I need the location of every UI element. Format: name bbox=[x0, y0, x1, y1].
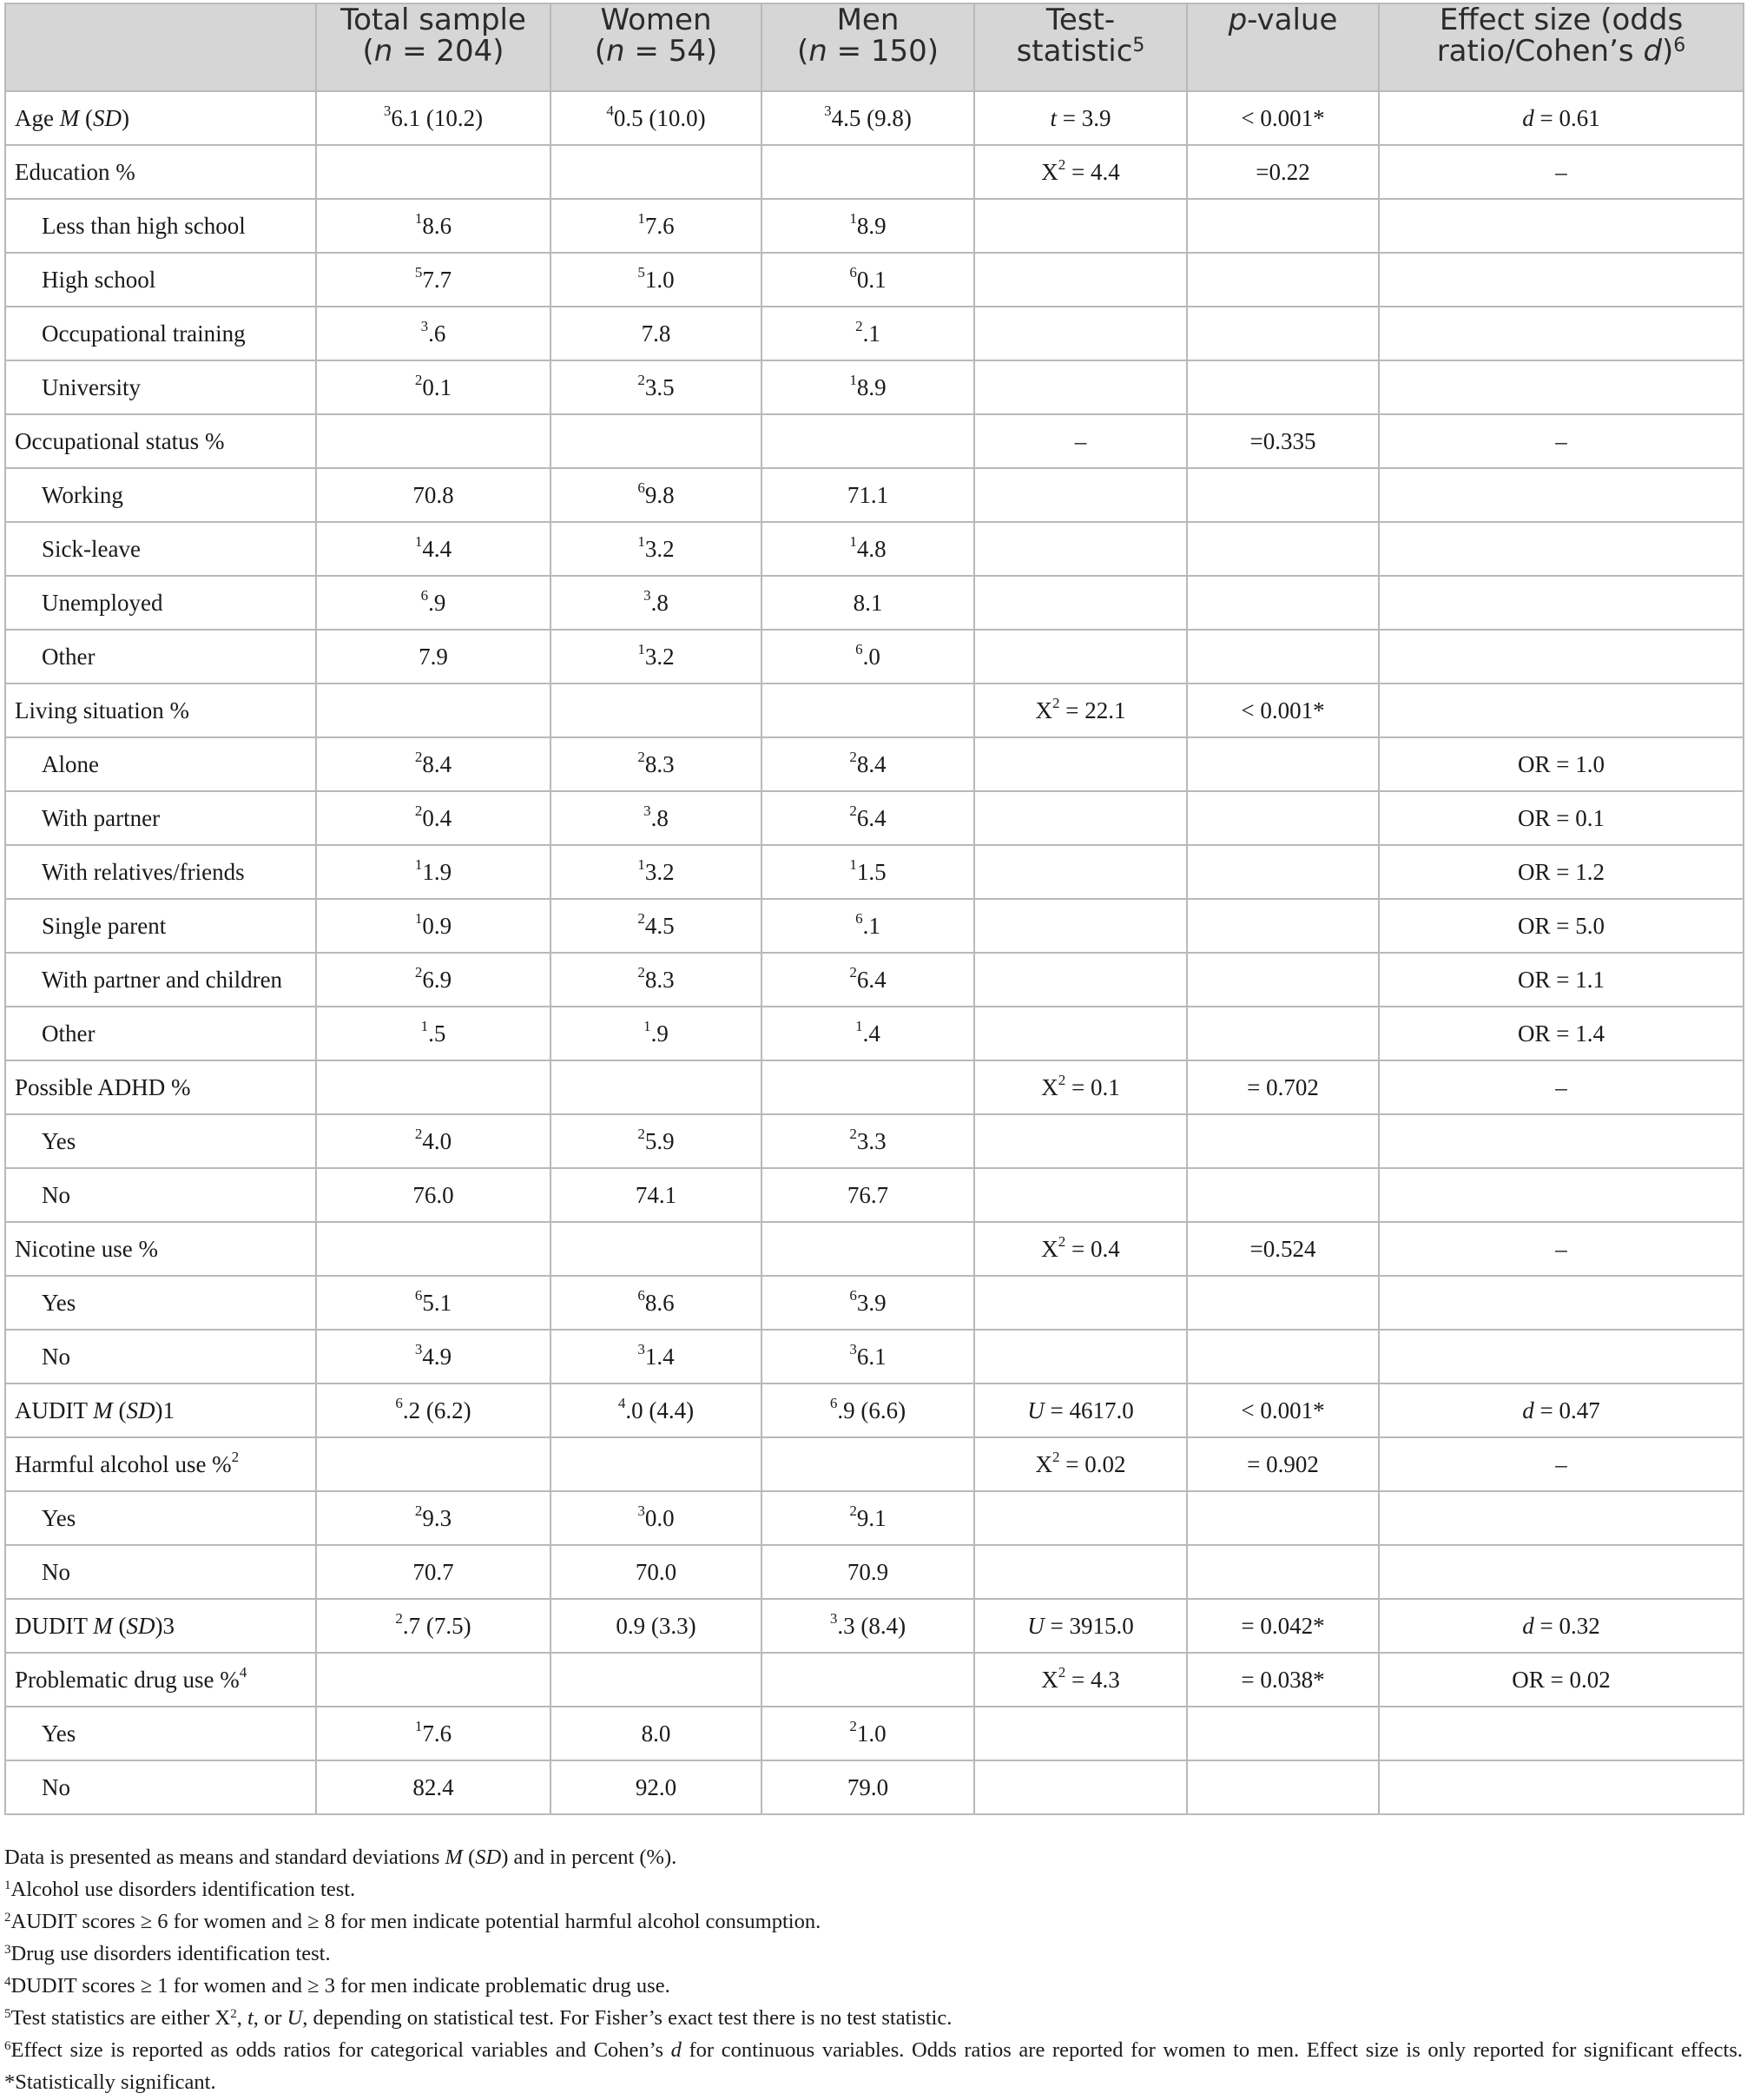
table-row bbox=[5, 1383, 1744, 1437]
cell-total bbox=[316, 1653, 550, 1707]
cell-p: =0.524 bbox=[1187, 1222, 1379, 1276]
cell-total: $^1$.5 bbox=[316, 1007, 550, 1060]
cell-men: $^3$4.5 (9.8) bbox=[761, 91, 974, 145]
cell-women bbox=[550, 414, 761, 468]
table-row bbox=[5, 683, 1744, 737]
cell-test bbox=[974, 253, 1187, 307]
cell-test bbox=[974, 1760, 1187, 1814]
cell-p bbox=[1187, 845, 1379, 899]
cell-p bbox=[1187, 199, 1379, 253]
cell-effect: OR = 0.02 bbox=[1379, 1653, 1744, 1707]
cell-men: $^2$3.3 bbox=[761, 1114, 974, 1168]
cell-total: 82.4 bbox=[316, 1760, 550, 1814]
cell-men: $^2$.1 bbox=[761, 307, 974, 360]
cell-women: $^2$8.3 bbox=[550, 953, 761, 1007]
cell-p bbox=[1187, 1330, 1379, 1383]
cell-p bbox=[1187, 522, 1379, 576]
cell-test: U = 3915.0 bbox=[974, 1599, 1187, 1653]
table-row bbox=[5, 468, 1744, 522]
row-label: DUDIT M (SD)3 bbox=[5, 1599, 316, 1653]
cell-total: $^1$0.9 bbox=[316, 899, 550, 953]
cell-total bbox=[316, 1060, 550, 1114]
cell-total: $^3$4.9 bbox=[316, 1330, 550, 1383]
cell-test bbox=[974, 845, 1187, 899]
row-label: Occupational training bbox=[5, 307, 316, 360]
footnote: $^3$Drug use disorders identification test. bbox=[4, 1942, 331, 1965]
cell-men: $^3$6.1 bbox=[761, 1330, 974, 1383]
table-row bbox=[5, 1276, 1744, 1330]
table-row bbox=[5, 1007, 1744, 1060]
cell-test bbox=[974, 791, 1187, 845]
cell-total: $^2$4.0 bbox=[316, 1114, 550, 1168]
cell-p: = 0.038* bbox=[1187, 1653, 1379, 1707]
cell-effect bbox=[1379, 1276, 1744, 1330]
table-row bbox=[5, 1599, 1744, 1653]
row-label: Occupational status % bbox=[5, 414, 316, 468]
cell-test bbox=[974, 1491, 1187, 1545]
header-test-statistic bbox=[974, 3, 1187, 91]
row-label: Nicotine use % bbox=[5, 1222, 316, 1276]
cell-p: = 0.042* bbox=[1187, 1599, 1379, 1653]
row-label: Yes bbox=[5, 1276, 316, 1330]
cell-effect bbox=[1379, 683, 1744, 737]
cell-total: $^2$0.1 bbox=[316, 360, 550, 414]
cell-total: $^5$7.7 bbox=[316, 253, 550, 307]
cell-effect bbox=[1379, 307, 1744, 360]
cell-women: 7.8 bbox=[550, 307, 761, 360]
table-row bbox=[5, 1330, 1744, 1383]
cell-men bbox=[761, 1653, 974, 1707]
cell-p bbox=[1187, 899, 1379, 953]
cell-test: $X^2 = 4.4$ bbox=[974, 145, 1187, 199]
cell-effect: OR = 1.4 bbox=[1379, 1007, 1744, 1060]
row-label: Yes bbox=[5, 1114, 316, 1168]
cell-p bbox=[1187, 253, 1379, 307]
cell-men: $^3$.3 (8.4) bbox=[761, 1599, 974, 1653]
table-row bbox=[5, 1437, 1744, 1491]
cell-p bbox=[1187, 1007, 1379, 1060]
table-row bbox=[5, 953, 1744, 1007]
row-label: No bbox=[5, 1330, 316, 1383]
cell-men: $^1$1.5 bbox=[761, 845, 974, 899]
cell-total bbox=[316, 683, 550, 737]
row-label: Age M (SD) bbox=[5, 91, 316, 145]
cell-test bbox=[974, 953, 1187, 1007]
cell-men: $^6$.0 bbox=[761, 630, 974, 683]
cell-test bbox=[974, 360, 1187, 414]
cell-test: U = 4617.0 bbox=[974, 1383, 1187, 1437]
table-row bbox=[5, 630, 1744, 683]
cell-total: $^2$8.4 bbox=[316, 737, 550, 791]
table-row bbox=[5, 1491, 1744, 1545]
cell-women: $^2$5.9 bbox=[550, 1114, 761, 1168]
cell-p bbox=[1187, 1760, 1379, 1814]
header-women-n: (n = 54) bbox=[594, 34, 718, 69]
table-row bbox=[5, 414, 1744, 468]
table-row bbox=[5, 1545, 1744, 1599]
cell-test bbox=[974, 1114, 1187, 1168]
cell-test: – bbox=[974, 414, 1187, 468]
cell-total: $^1$4.4 bbox=[316, 522, 550, 576]
cell-effect bbox=[1379, 1168, 1744, 1222]
cell-total: $^2$0.4 bbox=[316, 791, 550, 845]
cell-women bbox=[550, 145, 761, 199]
cell-test bbox=[974, 576, 1187, 630]
cell-total: $^1$1.9 bbox=[316, 845, 550, 899]
footnote: $^5$Test statistics are either $X^2$, t, or U, depending on statistical test. For Fisher’s exact test there is no test statistic. bbox=[4, 2006, 953, 2030]
table-row bbox=[5, 845, 1744, 899]
row-label: Alone bbox=[5, 737, 316, 791]
cell-women: $^4$.0 (4.4) bbox=[550, 1383, 761, 1437]
cell-total: $^2$9.3 bbox=[316, 1491, 550, 1545]
cell-effect: – bbox=[1379, 1437, 1744, 1491]
cell-p bbox=[1187, 1491, 1379, 1545]
cell-women: $^3$.8 bbox=[550, 791, 761, 845]
cell-men: $^6$.1 bbox=[761, 899, 974, 953]
table-row bbox=[5, 1707, 1744, 1760]
cell-test bbox=[974, 307, 1187, 360]
row-label: High school bbox=[5, 253, 316, 307]
row-label: Living situation % bbox=[5, 683, 316, 737]
cell-women: $^3$.8 bbox=[550, 576, 761, 630]
cell-effect: – bbox=[1379, 1060, 1744, 1114]
cell-men: $^2$8.4 bbox=[761, 737, 974, 791]
cell-women: $^2$8.3 bbox=[550, 737, 761, 791]
cell-total: $^3$6.1 (10.2) bbox=[316, 91, 550, 145]
row-label: With partner and children bbox=[5, 953, 316, 1007]
header-effect-title: Effect size (odds bbox=[1439, 3, 1684, 37]
cell-total: $^2$.7 (7.5) bbox=[316, 1599, 550, 1653]
header-total-title: Total sample bbox=[340, 3, 526, 37]
row-label: No bbox=[5, 1168, 316, 1222]
cell-p bbox=[1187, 791, 1379, 845]
cell-women: $^6$8.6 bbox=[550, 1276, 761, 1330]
header-p-value bbox=[1187, 3, 1379, 91]
cell-men: 70.9 bbox=[761, 1545, 974, 1599]
cell-total: 76.0 bbox=[316, 1168, 550, 1222]
table-row bbox=[5, 253, 1744, 307]
cell-p bbox=[1187, 1707, 1379, 1760]
row-label: Working bbox=[5, 468, 316, 522]
cell-women bbox=[550, 1060, 761, 1114]
table-row bbox=[5, 91, 1744, 145]
cell-test: $X^2 = 0.1$ bbox=[974, 1060, 1187, 1114]
cell-women: 0.9 (3.3) bbox=[550, 1599, 761, 1653]
cell-men: $^1$8.9 bbox=[761, 360, 974, 414]
cell-women: 74.1 bbox=[550, 1168, 761, 1222]
footnote: $^6$Effect size is reported as odds ratios for categorical variables and Cohen’s d for continuous variables. Odds ratios are reported for women to men. Effect size is only reported for significant effects. *Statistically significant. bbox=[4, 2038, 1743, 2094]
row-label: Yes bbox=[5, 1707, 316, 1760]
footnote: $^4$DUDIT scores ≥ 1 for women and ≥ 3 for men indicate problematic drug use. bbox=[4, 1974, 670, 1998]
header-test-footnote: 5 bbox=[1132, 35, 1145, 56]
cell-women bbox=[550, 683, 761, 737]
cell-men: 8.1 bbox=[761, 576, 974, 630]
cell-men: $^1$4.8 bbox=[761, 522, 974, 576]
cell-p: < 0.001* bbox=[1187, 683, 1379, 737]
header-p-title: p-value bbox=[1228, 3, 1338, 37]
cell-women: $^3$1.4 bbox=[550, 1330, 761, 1383]
row-label: Other bbox=[5, 630, 316, 683]
cell-p bbox=[1187, 1168, 1379, 1222]
cell-women: $^5$1.0 bbox=[550, 253, 761, 307]
row-label: University bbox=[5, 360, 316, 414]
cell-effect bbox=[1379, 199, 1744, 253]
cell-effect: OR = 5.0 bbox=[1379, 899, 1744, 953]
table-row bbox=[5, 1760, 1744, 1814]
cell-effect: d = 0.47 bbox=[1379, 1383, 1744, 1437]
cell-total: 7.9 bbox=[316, 630, 550, 683]
cell-p: = 0.702 bbox=[1187, 1060, 1379, 1114]
cell-men: $^2$6.4 bbox=[761, 953, 974, 1007]
header-effect-footnote: 6 bbox=[1673, 35, 1686, 56]
cell-p bbox=[1187, 737, 1379, 791]
cell-effect bbox=[1379, 1545, 1744, 1599]
cell-effect: d = 0.61 bbox=[1379, 91, 1744, 145]
cell-p: =0.22 bbox=[1187, 145, 1379, 199]
row-label: No bbox=[5, 1545, 316, 1599]
table-footnotes bbox=[4, 1841, 1743, 2098]
row-label: Harmful alcohol use %$^2$ bbox=[5, 1437, 316, 1491]
demographics-table bbox=[4, 3, 1744, 1815]
header-total bbox=[316, 3, 550, 91]
cell-effect bbox=[1379, 360, 1744, 414]
header-total-n: (n = 204) bbox=[362, 34, 504, 69]
cell-test: $X^2 = 0.4$ bbox=[974, 1222, 1187, 1276]
cell-men bbox=[761, 145, 974, 199]
header-test-sub: statistic bbox=[1016, 34, 1133, 69]
cell-men: $^1$8.9 bbox=[761, 199, 974, 253]
header-men bbox=[761, 3, 974, 91]
cell-men: 71.1 bbox=[761, 468, 974, 522]
table-body bbox=[5, 91, 1744, 1814]
cell-test bbox=[974, 899, 1187, 953]
table-container bbox=[4, 3, 1743, 1815]
cell-test bbox=[974, 1007, 1187, 1060]
row-label: Less than high school bbox=[5, 199, 316, 253]
cell-effect: – bbox=[1379, 145, 1744, 199]
cell-women: $^1$.9 bbox=[550, 1007, 761, 1060]
cell-p bbox=[1187, 1545, 1379, 1599]
cell-test bbox=[974, 522, 1187, 576]
row-label: Yes bbox=[5, 1491, 316, 1545]
cell-men: $^6$.9 (6.6) bbox=[761, 1383, 974, 1437]
cell-test bbox=[974, 1330, 1187, 1383]
cell-p bbox=[1187, 307, 1379, 360]
cell-men: $^6$0.1 bbox=[761, 253, 974, 307]
cell-total: $^2$6.9 bbox=[316, 953, 550, 1007]
table-row bbox=[5, 1222, 1744, 1276]
cell-men: 79.0 bbox=[761, 1760, 974, 1814]
cell-p bbox=[1187, 576, 1379, 630]
cell-effect: d = 0.32 bbox=[1379, 1599, 1744, 1653]
cell-effect: OR = 1.2 bbox=[1379, 845, 1744, 899]
cell-women: 8.0 bbox=[550, 1707, 761, 1760]
row-label: Single parent bbox=[5, 899, 316, 953]
cell-p bbox=[1187, 953, 1379, 1007]
cell-p bbox=[1187, 468, 1379, 522]
cell-men: $^1$.4 bbox=[761, 1007, 974, 1060]
header-row bbox=[5, 3, 1744, 91]
header-men-title: Men bbox=[836, 3, 900, 37]
cell-total: 70.7 bbox=[316, 1545, 550, 1599]
cell-test: $X^2 = 0.02$ bbox=[974, 1437, 1187, 1491]
table-row bbox=[5, 360, 1744, 414]
cell-total bbox=[316, 145, 550, 199]
cell-test: $X^2 = 4.3$ bbox=[974, 1653, 1187, 1707]
cell-men: $^6$3.9 bbox=[761, 1276, 974, 1330]
cell-women: $^6$9.8 bbox=[550, 468, 761, 522]
cell-men: $^2$9.1 bbox=[761, 1491, 974, 1545]
cell-effect bbox=[1379, 1330, 1744, 1383]
cell-men bbox=[761, 1060, 974, 1114]
cell-test bbox=[974, 199, 1187, 253]
cell-men bbox=[761, 683, 974, 737]
header-label-col bbox=[5, 3, 316, 91]
cell-total: $^3$.6 bbox=[316, 307, 550, 360]
table-row bbox=[5, 576, 1744, 630]
cell-effect: OR = 1.0 bbox=[1379, 737, 1744, 791]
cell-test bbox=[974, 630, 1187, 683]
header-women bbox=[550, 3, 761, 91]
cell-total: 70.8 bbox=[316, 468, 550, 522]
row-label: Other bbox=[5, 1007, 316, 1060]
cell-p: =0.335 bbox=[1187, 414, 1379, 468]
table-row bbox=[5, 1653, 1744, 1707]
cell-women: $^1$3.2 bbox=[550, 630, 761, 683]
cell-total bbox=[316, 1437, 550, 1491]
header-effect-size bbox=[1379, 3, 1744, 91]
footnote: $^1$Alcohol use disorders identification test. bbox=[4, 1878, 356, 1901]
row-label: Education % bbox=[5, 145, 316, 199]
table-row bbox=[5, 199, 1744, 253]
cell-p: = 0.902 bbox=[1187, 1437, 1379, 1491]
footnote: $^2$AUDIT scores ≥ 6 for women and ≥ 8 for men indicate potential harmful alcohol consumption. bbox=[4, 1910, 821, 1933]
cell-women: 70.0 bbox=[550, 1545, 761, 1599]
cell-men: $^2$1.0 bbox=[761, 1707, 974, 1760]
row-label: No bbox=[5, 1760, 316, 1814]
cell-women: $^2$4.5 bbox=[550, 899, 761, 953]
cell-women: $^1$7.6 bbox=[550, 199, 761, 253]
cell-test bbox=[974, 1545, 1187, 1599]
cell-effect bbox=[1379, 1707, 1744, 1760]
cell-effect: OR = 0.1 bbox=[1379, 791, 1744, 845]
cell-total bbox=[316, 414, 550, 468]
cell-women: $^1$3.2 bbox=[550, 522, 761, 576]
cell-total: $^1$8.6 bbox=[316, 199, 550, 253]
header-test-title: Test- bbox=[1045, 3, 1116, 37]
header-men-n: (n = 150) bbox=[796, 34, 939, 69]
cell-total: $^6$5.1 bbox=[316, 1276, 550, 1330]
cell-effect bbox=[1379, 576, 1744, 630]
cell-test: $X^2 = 22.1$ bbox=[974, 683, 1187, 737]
footnote: Data is presented as means and standard deviations M (SD) and in percent (%). bbox=[4, 1846, 677, 1869]
row-label: AUDIT M (SD)1 bbox=[5, 1383, 316, 1437]
cell-women: $^4$0.5 (10.0) bbox=[550, 91, 761, 145]
table-row bbox=[5, 145, 1744, 199]
cell-test bbox=[974, 1168, 1187, 1222]
cell-women bbox=[550, 1222, 761, 1276]
table-row bbox=[5, 737, 1744, 791]
table-row bbox=[5, 1168, 1744, 1222]
row-label: Unemployed bbox=[5, 576, 316, 630]
cell-women: $^2$3.5 bbox=[550, 360, 761, 414]
cell-women: $^3$0.0 bbox=[550, 1491, 761, 1545]
cell-effect: OR = 1.1 bbox=[1379, 953, 1744, 1007]
cell-p bbox=[1187, 630, 1379, 683]
cell-test bbox=[974, 1276, 1187, 1330]
cell-effect bbox=[1379, 468, 1744, 522]
cell-total bbox=[316, 1222, 550, 1276]
cell-women: $^1$3.2 bbox=[550, 845, 761, 899]
table-row bbox=[5, 307, 1744, 360]
cell-effect bbox=[1379, 1760, 1744, 1814]
cell-women bbox=[550, 1437, 761, 1491]
cell-men bbox=[761, 414, 974, 468]
table-row bbox=[5, 522, 1744, 576]
cell-test bbox=[974, 1707, 1187, 1760]
cell-p: < 0.001* bbox=[1187, 1383, 1379, 1437]
cell-total: $^6$.9 bbox=[316, 576, 550, 630]
row-label: With relatives/friends bbox=[5, 845, 316, 899]
cell-test bbox=[974, 737, 1187, 791]
cell-effect bbox=[1379, 1491, 1744, 1545]
cell-p: < 0.001* bbox=[1187, 91, 1379, 145]
cell-test bbox=[974, 468, 1187, 522]
cell-p bbox=[1187, 1276, 1379, 1330]
row-label: Sick-leave bbox=[5, 522, 316, 576]
table-row bbox=[5, 1114, 1744, 1168]
cell-p bbox=[1187, 1114, 1379, 1168]
cell-total: $^6$.2 (6.2) bbox=[316, 1383, 550, 1437]
header-women-title: Women bbox=[600, 3, 712, 37]
table-row bbox=[5, 1060, 1744, 1114]
row-label: With partner bbox=[5, 791, 316, 845]
cell-men bbox=[761, 1437, 974, 1491]
cell-women: 92.0 bbox=[550, 1760, 761, 1814]
cell-effect bbox=[1379, 1114, 1744, 1168]
header-effect-sub: ratio/Cohen’s d) bbox=[1436, 34, 1674, 69]
cell-men bbox=[761, 1222, 974, 1276]
table-row bbox=[5, 899, 1744, 953]
cell-p bbox=[1187, 360, 1379, 414]
cell-total: $^1$7.6 bbox=[316, 1707, 550, 1760]
cell-men: 76.7 bbox=[761, 1168, 974, 1222]
cell-effect bbox=[1379, 630, 1744, 683]
cell-test: t = 3.9 bbox=[974, 91, 1187, 145]
cell-women bbox=[550, 1653, 761, 1707]
cell-effect: – bbox=[1379, 414, 1744, 468]
table-row bbox=[5, 791, 1744, 845]
row-label: Possible ADHD % bbox=[5, 1060, 316, 1114]
cell-effect: – bbox=[1379, 1222, 1744, 1276]
cell-effect bbox=[1379, 253, 1744, 307]
cell-men: $^2$6.4 bbox=[761, 791, 974, 845]
cell-effect bbox=[1379, 522, 1744, 576]
row-label: Problematic drug use %$^4$ bbox=[5, 1653, 316, 1707]
